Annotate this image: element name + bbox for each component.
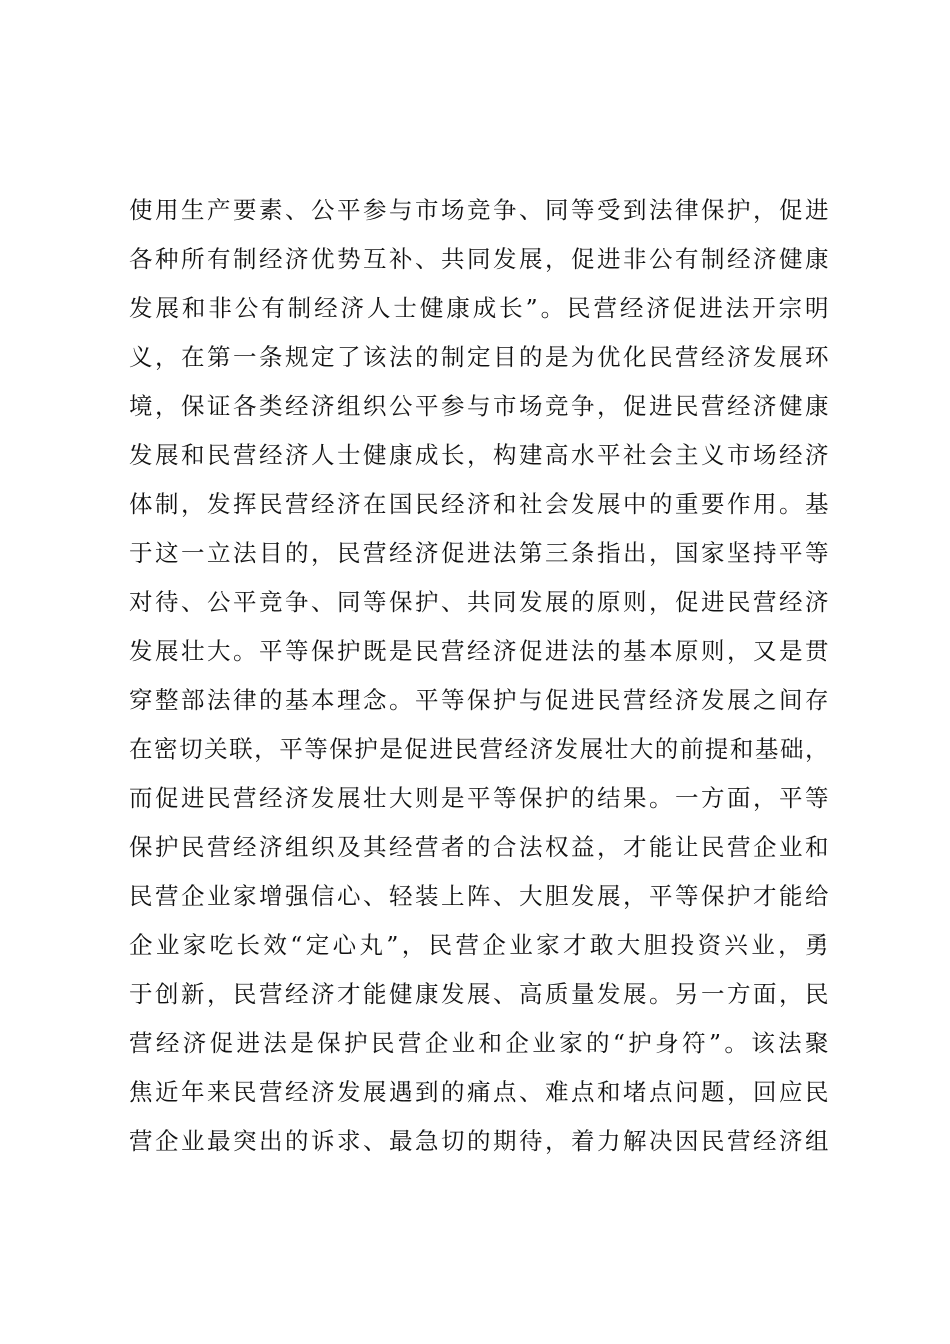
text-line: 保护民营经济组织及其经营者的合法权益，才能让民营企业和 — [129, 833, 829, 861]
text-line: 于创新，民营经济才能健康发展、高质量发展。另一方面，民 — [129, 980, 829, 1008]
text-line: 营企业最突出的诉求、最急切的期待，着力解决因民营经济组 — [129, 1127, 829, 1155]
text-line: 发展和民营经济人士健康成长，构建高水平社会主义市场经济 — [129, 441, 829, 469]
text-line: 各种所有制经济优势互补、共同发展，促进非公有制经济健康 — [129, 245, 829, 273]
text-line: 于这一立法目的，民营经济促进法第三条指出，国家坚持平等 — [129, 539, 829, 567]
text-line: 使用生产要素、公平参与市场竞争、同等受到法律保护，促进 — [129, 196, 829, 224]
text-line: 焦近年来民营经济发展遇到的痛点、难点和堵点问题，回应民 — [129, 1078, 829, 1106]
text-line: 义，在第一条规定了该法的制定目的是为优化民营经济发展环 — [129, 343, 829, 371]
text-line: 企业家吃长效“定心丸”，民营企业家才敢大胆投资兴业，勇 — [129, 931, 829, 959]
text-line: 营经济促进法是保护民营企业和企业家的“护身符”。该法聚 — [129, 1029, 829, 1057]
text-line: 而促进民营经济发展壮大则是平等保护的结果。一方面，平等 — [129, 784, 829, 812]
text-line: 发展壮大。平等保护既是民营经济促进法的基本原则，又是贯 — [129, 637, 829, 665]
text-line: 穿整部法律的基本理念。平等保护与促进民营经济发展之间存 — [129, 686, 829, 714]
text-line: 对待、公平竞争、同等保护、共同发展的原则，促进民营经济 — [129, 588, 829, 616]
text-line: 在密切关联，平等保护是促进民营经济发展壮大的前提和基础， — [129, 735, 829, 763]
body-paragraph — [129, 186, 829, 1166]
text-line: 境，保证各类经济组织公平参与市场竞争，促进民营经济健康 — [129, 392, 829, 420]
text-line: 发展和非公有制经济人士健康成长”。民营经济促进法开宗明 — [129, 294, 829, 322]
text-line: 体制，发挥民营经济在国民经济和社会发展中的重要作用。基 — [129, 490, 829, 518]
text-line: 民营企业家增强信心、轻装上阵、大胆发展，平等保护才能给 — [129, 882, 829, 910]
